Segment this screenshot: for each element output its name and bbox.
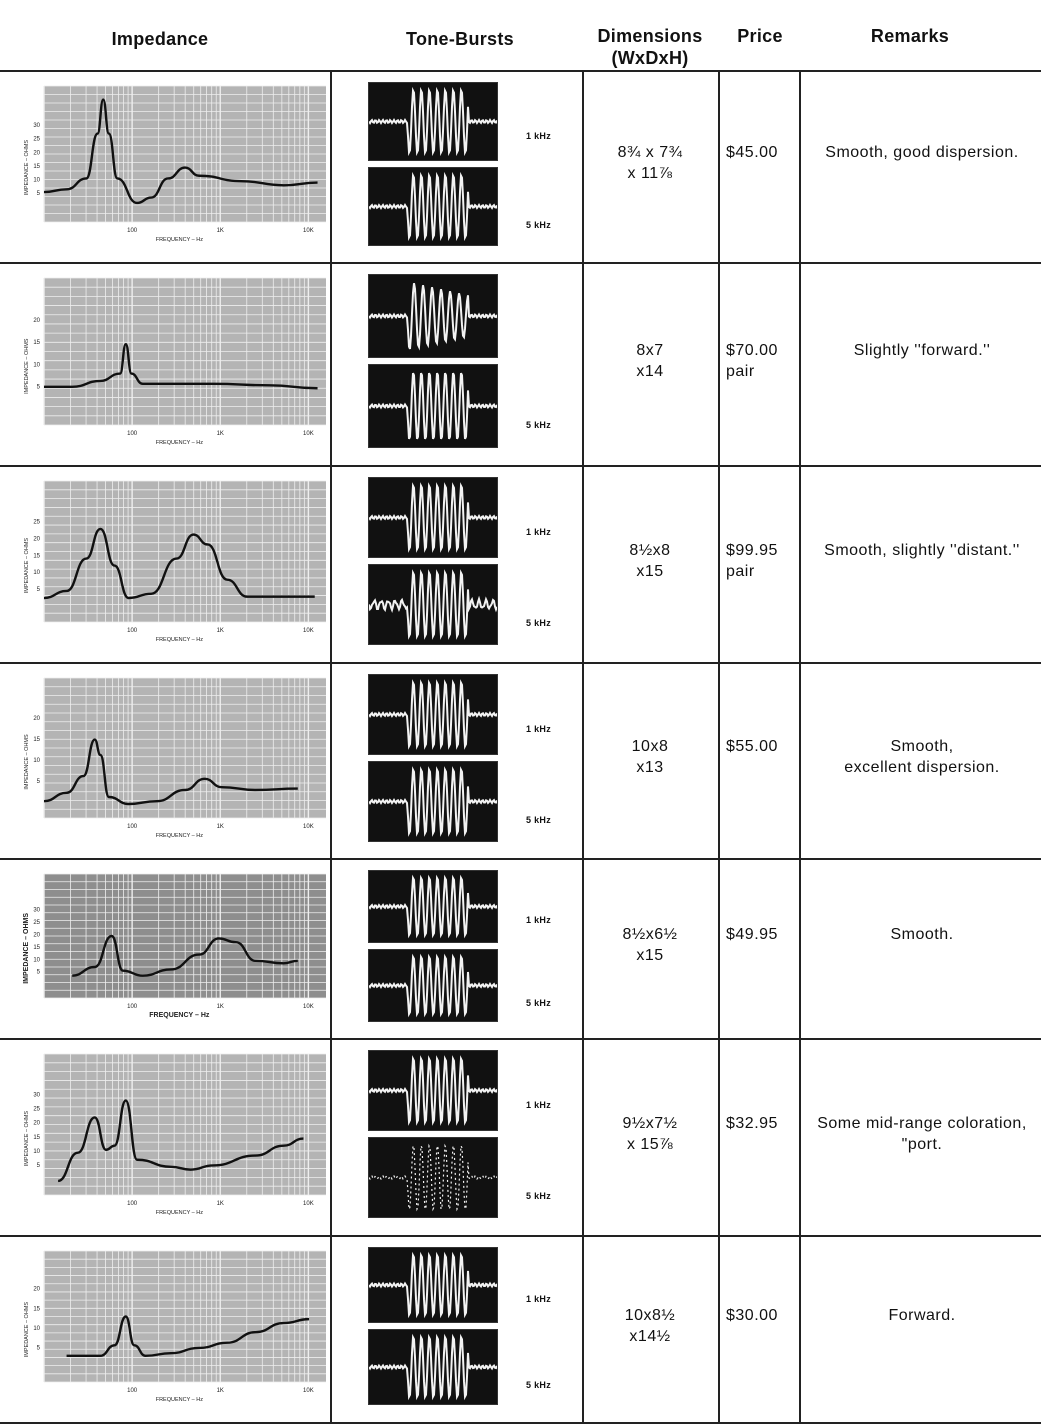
x-tick-label: 10K [303,1388,314,1394]
column-divider [330,664,332,858]
y-tick-label: 15 [33,737,40,744]
y-tick-label: 5 [36,779,40,786]
dimensions-line-1: 8¾ x 7¾ [617,144,683,161]
price-value: $45.00 [726,144,778,161]
impedance-plot [18,674,330,840]
price-cell [726,736,796,757]
column-divider [718,1040,720,1235]
x-axis-label: FREQUENCY – Hz [155,1397,204,1403]
burst-freq-label-2: 5 kHz [526,1190,552,1201]
column-divider [582,467,584,662]
y-tick-label: 20 [33,1286,40,1293]
x-tick-label: 100 [127,1004,138,1010]
burst-freq-label-1: 1 kHz [526,526,552,537]
y-tick-label: 25 [33,519,40,526]
x-axis-label: FREQUENCY – Hz [149,1012,210,1019]
price-cell [726,340,796,382]
tone-burst-1 [368,82,498,161]
remarks-line-1: Slightly ''forward.'' [853,341,991,359]
column-divider [582,860,584,1038]
dimensions-line-2: x13 [636,759,664,776]
header-dimensions-sub: (WxDxH) [611,48,689,68]
impedance-graph [18,82,330,244]
remarks-cell [806,1305,1038,1326]
column-divider [799,264,801,465]
burst-freq-label-1: 1 kHz [526,130,552,141]
impedance-graph [18,674,330,840]
y-tick-label: 10 [33,758,40,765]
column-divider [330,264,332,465]
tone-burst-2 [368,1329,498,1405]
x-tick-label: 1K [216,228,224,234]
tone-burst-trace [369,478,497,557]
column-divider [718,860,720,1038]
x-tick-label: 1K [216,431,224,437]
price-cell [726,540,796,582]
tone-burst-2 [368,949,498,1022]
tone-burst-trace [369,83,497,160]
burst-waveform [369,957,497,1014]
impedance-graph [18,870,330,1020]
header-dimensions-label: Dimensions [597,26,703,46]
column-divider [582,1237,584,1422]
y-tick-label: 10 [33,1148,40,1155]
y-tick-label: 30 [33,907,40,914]
table-row [0,467,1041,664]
remarks-cell [806,924,1038,945]
tone-burst-trace [369,168,497,245]
y-tick-label: 30 [33,1092,40,1099]
y-axis-label: IMPEDANCE – OHMS [24,139,30,196]
x-tick-label: 1K [216,1388,224,1394]
dimensions-line-1: 10x8½ [624,1306,676,1324]
y-tick-label: 15 [33,1306,40,1313]
tone-burst-trace [369,675,497,754]
x-tick-label: 100 [127,628,138,634]
burst-waveform [369,1255,497,1314]
y-axis-label: IMPEDANCE – OHMS [24,1110,30,1167]
tone-burst-trace [369,275,497,357]
x-tick-label: 100 [127,1388,138,1394]
table-row [0,1237,1041,1424]
y-tick-label: 10 [33,1325,40,1332]
burst-waveform [369,373,497,439]
x-axis-label: FREQUENCY – Hz [155,440,204,446]
impedance-plot [18,274,330,447]
dimensions-line-1: 10x8 [631,738,669,755]
impedance-graph [18,477,330,644]
header-tone-bursts: Tone-Bursts [406,29,514,49]
impedance-graph [18,1050,330,1217]
y-tick-label: 15 [33,553,40,560]
tone-burst-trace [369,1051,497,1130]
tone-burst-trace [369,1330,497,1404]
burst-freq-label-1: 1 kHz [526,1099,552,1110]
x-tick-label: 1K [216,1004,224,1010]
dimensions-line-2: x 11⅞ [627,165,673,182]
tone-burst-1 [368,870,498,943]
column-divider [582,1040,584,1235]
column-divider [718,664,720,858]
y-axis-label: IMPEDANCE – OHMS [23,913,30,984]
x-axis-label: FREQUENCY – Hz [155,237,204,243]
tone-burst-trace [369,950,497,1021]
remarks-line-2: excellent dispersion. [844,759,1000,776]
burst-waveform [369,486,497,549]
x-tick-label: 10K [303,431,314,437]
burst-waveform [369,683,497,746]
tone-burst-trace [369,365,497,447]
column-divider [799,1040,801,1235]
y-tick-label: 10 [33,177,40,184]
tone-burst-2 [368,564,498,645]
tone-burst-trace [369,1248,497,1322]
tone-burst-2 [368,761,498,842]
price-value: $55.00 [726,738,778,755]
x-tick-label: 100 [127,228,138,234]
x-tick-label: 100 [127,431,138,437]
impedance-plot [18,1050,330,1217]
remarks-line-2: "port. [901,1135,943,1153]
y-tick-label: 15 [33,340,40,347]
dimensions-cell [590,142,710,184]
burst-freq-label-2: 5 kHz [526,617,552,628]
burst-waveform [369,770,497,833]
dimensions-cell [590,924,710,966]
tone-burst-2 [368,167,498,246]
burst-freq-label-1: 1 kHz [526,915,552,925]
remarks-line-1: Smooth, [890,738,954,755]
x-tick-label: 10K [303,228,314,234]
tone-burst-1 [368,477,498,558]
y-tick-label: 20 [33,932,40,939]
table-row [0,860,1041,1040]
dimensions-cell [590,736,710,778]
price-value: $30.00 [726,1306,778,1324]
speaker-table [0,70,1041,1424]
column-divider [582,72,584,262]
dimensions-line-2: x15 [636,562,664,580]
header-impedance: Impedance [111,29,209,49]
remarks-line-1: Some mid-range coloration, [817,1114,1027,1132]
burst-waveform [369,1059,497,1122]
y-tick-label: 15 [33,944,40,951]
y-tick-label: 15 [33,163,40,170]
column-divider [718,72,720,262]
impedance-plot [18,477,330,644]
dimensions-line-1: 9½x7½ [622,1114,678,1132]
x-tick-label: 10K [303,628,314,634]
column-divider [330,72,332,262]
tone-burst-1 [368,1050,498,1131]
table-row [0,72,1041,264]
y-tick-label: 20 [33,318,40,325]
y-tick-label: 25 [33,136,40,143]
column-divider [799,860,801,1038]
x-tick-label: 10K [303,1004,314,1010]
impedance-graph [18,274,330,447]
y-tick-label: 5 [36,587,40,594]
tone-burst-1 [368,1247,498,1323]
dimensions-cell [590,540,710,582]
burst-waveform [369,176,497,238]
burst-waveform [369,1146,497,1209]
y-tick-label: 5 [36,969,40,976]
burst-freq-label-2: 5 kHz [526,1379,552,1390]
dimensions-line-1: 8½x8 [629,541,671,559]
y-tick-label: 25 [33,1106,40,1113]
burst-waveform [369,1337,497,1396]
x-tick-label: 1K [216,1201,224,1207]
burst-freq-label-2: 5 kHz [526,419,552,430]
header-price: Price [737,26,783,46]
y-tick-label: 5 [36,191,40,198]
price-cell [726,142,796,163]
column-divider [582,264,584,465]
remarks-line-1: Smooth, slightly ''distant.'' [824,541,1020,559]
x-tick-label: 1K [216,824,224,830]
y-tick-label: 10 [33,570,40,577]
x-tick-label: 1K [216,628,224,634]
price-unit: pair [726,562,755,580]
dimensions-line-1: 8½x6½ [622,926,678,943]
tone-burst-2 [368,364,498,448]
table-row [0,264,1041,467]
tone-burst-1 [368,674,498,755]
dimensions-cell [590,1305,710,1347]
burst-freq-label-2: 5 kHz [526,997,552,1008]
column-divider [330,1237,332,1422]
y-tick-label: 25 [33,920,40,927]
tone-burst-trace [369,762,497,841]
burst-freq-label-2: 5 kHz [526,219,552,230]
remarks-cell [806,340,1038,361]
y-tick-label: 30 [33,123,40,130]
dimensions-cell [590,340,710,382]
burst-waveform [369,878,497,935]
column-divider [330,467,332,662]
y-axis-label: IMPEDANCE – OHMS [24,338,30,394]
y-tick-label: 10 [33,957,40,964]
dimensions-line-2: x14 [636,362,664,380]
dimensions-line-2: x14½ [629,1327,671,1345]
y-tick-label: 20 [33,716,40,723]
y-axis-label: IMPEDANCE – OHMS [24,1301,30,1358]
remarks-line-1: Smooth. [890,926,954,943]
remarks-line-1: Forward. [888,1306,956,1324]
y-tick-label: 5 [36,1162,40,1169]
x-tick-label: 10K [303,824,314,830]
dimensions-cell [590,1113,710,1155]
column-divider [718,467,720,662]
y-tick-label: 20 [33,1120,40,1127]
remarks-cell [806,736,1038,778]
y-tick-label: 5 [36,1345,40,1352]
x-tick-label: 10K [303,1201,314,1207]
column-divider [718,1237,720,1422]
burst-freq-label-1: 1 kHz [526,723,552,734]
price-cell [726,1305,796,1326]
column-divider [799,664,801,858]
dimensions-line-2: x 15⅞ [626,1135,674,1153]
burst-waveform [369,573,497,636]
y-axis-label: IMPEDANCE – OHMS [24,734,30,790]
burst-waveform [369,91,497,153]
x-axis-label: FREQUENCY – Hz [155,833,204,839]
price-value: $32.95 [726,1114,778,1132]
x-axis-label: FREQUENCY – Hz [155,1210,204,1216]
impedance-graph [18,1247,330,1404]
remarks-line-1: Smooth, good dispersion. [825,144,1019,161]
header-remarks: Remarks [870,26,950,46]
price-value: $49.95 [726,926,778,943]
column-divider [718,264,720,465]
tone-burst-1 [368,274,498,358]
table-row [0,1040,1041,1237]
tone-burst-trace [369,565,497,644]
x-axis-label: FREQUENCY – Hz [155,637,204,643]
dimensions-line-1: 8x7 [636,341,664,359]
impedance-plot [18,870,330,1020]
tone-burst-2 [368,1137,498,1218]
price-cell [726,924,796,945]
burst-freq-label-2: 5 kHz [526,814,552,825]
y-tick-label: 20 [33,536,40,543]
remarks-cell [806,142,1038,163]
dimensions-line-2: x15 [636,947,664,964]
tone-burst-trace [369,1138,497,1217]
y-tick-label: 10 [33,362,40,369]
burst-waveform [369,283,497,349]
column-divider [330,1040,332,1235]
impedance-plot [18,1247,330,1404]
y-tick-label: 15 [33,1134,40,1141]
price-value: $99.95 [726,541,778,559]
column-divider [799,467,801,662]
impedance-plot [18,82,330,244]
column-divider [799,72,801,262]
remarks-cell [806,540,1038,561]
price-value: $70.00 [726,341,778,359]
x-tick-label: 100 [127,1201,138,1207]
y-axis-label: IMPEDANCE – OHMS [24,537,30,594]
column-divider [330,860,332,1038]
price-unit: pair [726,362,755,380]
column-divider [799,1237,801,1422]
burst-freq-label-1: 1 kHz [526,1293,552,1304]
y-tick-label: 20 [33,150,40,157]
y-tick-label: 5 [36,384,40,391]
price-cell [726,1113,796,1134]
remarks-cell [806,1113,1038,1155]
x-tick-label: 100 [127,824,138,830]
tone-burst-trace [369,871,497,942]
table-row [0,664,1041,860]
column-divider [582,664,584,858]
